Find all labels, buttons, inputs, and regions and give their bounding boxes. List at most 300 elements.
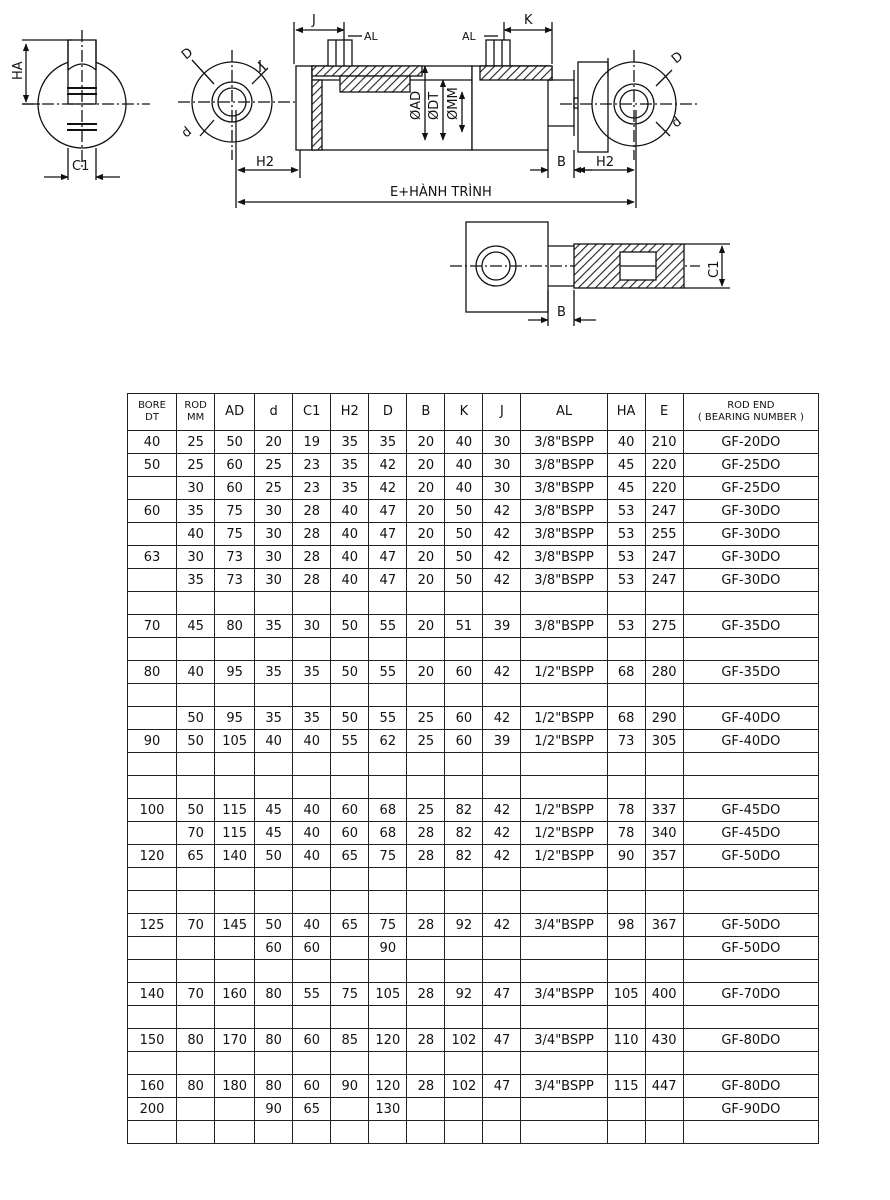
header-ha: HA: [607, 394, 645, 431]
cell-k: 82: [445, 822, 483, 845]
cell-bore: 50: [128, 454, 177, 477]
cell-ha: 53: [607, 500, 645, 523]
cell-c1: 40: [293, 914, 331, 937]
cell-k: [445, 684, 483, 707]
table-row: [128, 937, 819, 960]
cell-h2: 75: [331, 983, 369, 1006]
cell-al: 3/8"BSPP: [521, 500, 607, 523]
cell-b: 25: [407, 730, 445, 753]
cell-k: 50: [445, 546, 483, 569]
cell-e: 357: [645, 845, 683, 868]
cell-ha: 78: [607, 799, 645, 822]
cell-j: 30: [483, 431, 521, 454]
label-d-big-right: D: [668, 49, 687, 68]
cell-j: 39: [483, 615, 521, 638]
cell-rod: 50: [177, 799, 215, 822]
cell-k: 50: [445, 500, 483, 523]
cell-bore: [128, 569, 177, 592]
cell-ha: 45: [607, 454, 645, 477]
table-row: [128, 914, 819, 937]
cell-e: [645, 937, 683, 960]
cell-e: 220: [645, 454, 683, 477]
cell-ad: [215, 868, 255, 891]
cell-ha: 68: [607, 661, 645, 684]
table-row: [128, 1121, 819, 1144]
cell-rod: [177, 937, 215, 960]
cell-j: [483, 1098, 521, 1121]
header-d: D: [369, 394, 407, 431]
cell-e: 447: [645, 1075, 683, 1098]
label-al-left: AL: [364, 30, 378, 43]
cell-h2: [331, 638, 369, 661]
cell-d: [369, 1121, 407, 1144]
cell-rod: 50: [177, 707, 215, 730]
cell-c1: 60: [293, 937, 331, 960]
cell-d: 68: [369, 799, 407, 822]
header-c1: C1: [293, 394, 331, 431]
cell-c1: 40: [293, 822, 331, 845]
cell-al: [521, 1006, 607, 1029]
cell-c1: [293, 1052, 331, 1075]
cell-rod: 30: [177, 477, 215, 500]
cell-k: [445, 638, 483, 661]
cell-rod-end: [683, 868, 818, 891]
cell-c1: [293, 638, 331, 661]
table-row: [128, 753, 819, 776]
cell-al: [521, 960, 607, 983]
cell-rod: [177, 891, 215, 914]
cell-d: [369, 960, 407, 983]
cell-al: 3/8"BSPP: [521, 477, 607, 500]
cell-j: [483, 868, 521, 891]
cell-al: [521, 776, 607, 799]
cell-al: 1/2"BSPP: [521, 661, 607, 684]
cell-k: 40: [445, 431, 483, 454]
cell-c1: 40: [293, 730, 331, 753]
cell-d-small: [255, 891, 293, 914]
cell-ha: 53: [607, 569, 645, 592]
cell-al: [521, 753, 607, 776]
cell-rod: [177, 776, 215, 799]
cell-ad: 73: [215, 546, 255, 569]
cell-rod-end: GF-70DO: [683, 983, 818, 1006]
cell-e: [645, 1098, 683, 1121]
cell-j: [483, 1052, 521, 1075]
cell-al: [521, 684, 607, 707]
cell-b: 20: [407, 661, 445, 684]
table-row: [128, 707, 819, 730]
cell-c1: [293, 592, 331, 615]
cell-d: 55: [369, 707, 407, 730]
table-row: [128, 1029, 819, 1052]
cell-k: [445, 592, 483, 615]
cell-rod-end: GF-90DO: [683, 1098, 818, 1121]
cell-ad: 80: [215, 615, 255, 638]
cell-d-small: [255, 960, 293, 983]
cell-rod: 25: [177, 454, 215, 477]
cell-d-small: 60: [255, 937, 293, 960]
cell-j: 42: [483, 546, 521, 569]
cell-ad: [215, 592, 255, 615]
cell-j: 42: [483, 569, 521, 592]
cell-rod-end: GF-30DO: [683, 523, 818, 546]
table-row: [128, 477, 819, 500]
cell-k: 60: [445, 730, 483, 753]
cell-k: 50: [445, 523, 483, 546]
cell-k: 102: [445, 1029, 483, 1052]
cell-al: 3/8"BSPP: [521, 546, 607, 569]
cell-d: 90: [369, 937, 407, 960]
cell-h2: 40: [331, 523, 369, 546]
cell-c1: 60: [293, 1029, 331, 1052]
cell-d-small: [255, 684, 293, 707]
cell-ha: 68: [607, 707, 645, 730]
cell-h2: [331, 960, 369, 983]
table-row: [128, 891, 819, 914]
cell-j: 42: [483, 500, 521, 523]
cell-b: 28: [407, 914, 445, 937]
table-row: [128, 500, 819, 523]
cell-d-small: [255, 1006, 293, 1029]
cell-rod-end: GF-30DO: [683, 569, 818, 592]
cell-ha: [607, 1098, 645, 1121]
cell-rod: 50: [177, 730, 215, 753]
cell-b: [407, 1052, 445, 1075]
cell-ha: 53: [607, 615, 645, 638]
cell-h2: 65: [331, 845, 369, 868]
cell-e: 290: [645, 707, 683, 730]
cell-rod: 30: [177, 546, 215, 569]
cell-c1: 30: [293, 615, 331, 638]
cell-k: 40: [445, 477, 483, 500]
cell-k: [445, 1006, 483, 1029]
cell-bore: [128, 1006, 177, 1029]
header-ad: AD: [215, 394, 255, 431]
cell-k: 102: [445, 1075, 483, 1098]
cell-d-small: 50: [255, 845, 293, 868]
label-d-small-right: d: [668, 114, 685, 132]
label-h2-left: H2: [256, 155, 275, 170]
cell-k: [445, 1121, 483, 1144]
cell-h2: 50: [331, 661, 369, 684]
cell-k: [445, 891, 483, 914]
cell-d: 68: [369, 822, 407, 845]
cell-rod: [177, 592, 215, 615]
cell-d: [369, 684, 407, 707]
cell-bore: [128, 684, 177, 707]
cell-b: 20: [407, 523, 445, 546]
cell-e: [645, 684, 683, 707]
cell-ha: 45: [607, 477, 645, 500]
cell-e: [645, 1006, 683, 1029]
cell-bore: [128, 753, 177, 776]
cell-ad: 60: [215, 477, 255, 500]
cell-e: 275: [645, 615, 683, 638]
cell-b: [407, 960, 445, 983]
cell-c1: [293, 1121, 331, 1144]
cell-al: [521, 592, 607, 615]
cell-d: 47: [369, 500, 407, 523]
cell-d-small: [255, 1121, 293, 1144]
cell-ha: 53: [607, 546, 645, 569]
cell-j: [483, 937, 521, 960]
cell-k: 51: [445, 615, 483, 638]
cell-al: [521, 1098, 607, 1121]
cell-h2: 90: [331, 1075, 369, 1098]
cell-al: 3/8"BSPP: [521, 454, 607, 477]
cell-d: 120: [369, 1029, 407, 1052]
cell-d: [369, 638, 407, 661]
cell-k: [445, 753, 483, 776]
cell-rod: [177, 868, 215, 891]
cell-d: 75: [369, 914, 407, 937]
cell-k: [445, 937, 483, 960]
cell-h2: [331, 753, 369, 776]
header-k: K: [445, 394, 483, 431]
cell-d: [369, 753, 407, 776]
cell-j: 42: [483, 914, 521, 937]
cell-bore: [128, 937, 177, 960]
cell-e: 305: [645, 730, 683, 753]
cell-b: [407, 937, 445, 960]
table-row: [128, 822, 819, 845]
cell-rod-end: GF-30DO: [683, 500, 818, 523]
cell-al: 3/4"BSPP: [521, 1075, 607, 1098]
cell-rod-end: GF-50DO: [683, 937, 818, 960]
cell-h2: [331, 1006, 369, 1029]
header-e: E: [645, 394, 683, 431]
cell-d-small: 30: [255, 523, 293, 546]
cell-d-small: 20: [255, 431, 293, 454]
cell-d: 35: [369, 431, 407, 454]
label-c1-right: C1: [707, 260, 722, 278]
header-b: B: [407, 394, 445, 431]
cell-bore: 125: [128, 914, 177, 937]
cell-e: [645, 1052, 683, 1075]
header-bore: BORE DT: [128, 394, 177, 431]
cell-bore: 120: [128, 845, 177, 868]
cell-d: 42: [369, 477, 407, 500]
cell-rod-end: GF-35DO: [683, 661, 818, 684]
cell-d-small: [255, 638, 293, 661]
cell-rod: [177, 960, 215, 983]
table-row: [128, 592, 819, 615]
cell-rod: [177, 1052, 215, 1075]
cell-j: [483, 1121, 521, 1144]
cell-ad: [215, 753, 255, 776]
cell-b: [407, 868, 445, 891]
cell-e: 337: [645, 799, 683, 822]
cell-al: [521, 891, 607, 914]
cell-h2: 65: [331, 914, 369, 937]
cell-j: 42: [483, 845, 521, 868]
cell-al: 3/8"BSPP: [521, 431, 607, 454]
cell-al: 1/2"BSPP: [521, 730, 607, 753]
cell-bore: 63: [128, 546, 177, 569]
cell-al: 3/8"BSPP: [521, 569, 607, 592]
cell-j: [483, 960, 521, 983]
cell-e: [645, 753, 683, 776]
cell-bore: 140: [128, 983, 177, 1006]
cell-j: [483, 776, 521, 799]
cylinder-technical-drawing: [0, 0, 890, 340]
cell-e: [645, 891, 683, 914]
cell-d-small: 25: [255, 454, 293, 477]
header-row: [128, 394, 819, 431]
cell-j: 47: [483, 983, 521, 1006]
cell-d: 42: [369, 454, 407, 477]
cell-bore: 70: [128, 615, 177, 638]
cell-rod-end: GF-20DO: [683, 431, 818, 454]
cell-j: 30: [483, 454, 521, 477]
label-e-stroke: E+HÀNH TRÌNH: [390, 185, 492, 200]
cell-c1: 40: [293, 845, 331, 868]
label-b-top: B: [557, 155, 566, 170]
table-row: [128, 431, 819, 454]
table-row: [128, 868, 819, 891]
cell-bore: [128, 1121, 177, 1144]
cell-rod: 40: [177, 523, 215, 546]
cell-j: 42: [483, 523, 521, 546]
cell-b: 20: [407, 615, 445, 638]
cell-c1: [293, 868, 331, 891]
cell-rod-end: GF-50DO: [683, 914, 818, 937]
cell-e: [645, 868, 683, 891]
cell-e: [645, 776, 683, 799]
cell-d: [369, 1006, 407, 1029]
cell-ad: 105: [215, 730, 255, 753]
cell-rod: 70: [177, 822, 215, 845]
table-row: [128, 799, 819, 822]
cell-ad: 170: [215, 1029, 255, 1052]
cell-h2: 40: [331, 569, 369, 592]
header-rod-end: ROD END ( BEARING NUMBER ): [683, 394, 818, 431]
cell-h2: [331, 868, 369, 891]
table-row: [128, 546, 819, 569]
cell-bore: [128, 776, 177, 799]
cell-rod-end: [683, 1121, 818, 1144]
cell-ha: [607, 1006, 645, 1029]
cell-ad: [215, 1098, 255, 1121]
cell-j: [483, 638, 521, 661]
cell-ad: 115: [215, 822, 255, 845]
header-d-small: d: [255, 394, 293, 431]
cell-h2: 85: [331, 1029, 369, 1052]
label-ad: ØAD: [409, 90, 424, 120]
cell-rod-end: [683, 638, 818, 661]
cell-j: 39: [483, 730, 521, 753]
cell-e: 430: [645, 1029, 683, 1052]
cell-d: 120: [369, 1075, 407, 1098]
cell-ad: [215, 937, 255, 960]
cell-e: 255: [645, 523, 683, 546]
cell-j: 42: [483, 661, 521, 684]
cell-ha: 110: [607, 1029, 645, 1052]
header-al: AL: [521, 394, 607, 431]
label-dt: ØDT: [427, 91, 442, 120]
cell-k: 92: [445, 983, 483, 1006]
table-row: [128, 615, 819, 638]
cell-ad: [215, 960, 255, 983]
cell-ha: [607, 638, 645, 661]
table-row: [128, 523, 819, 546]
header-rod: ROD MM: [177, 394, 215, 431]
label-c1-left: C1: [72, 159, 90, 174]
cell-d: [369, 868, 407, 891]
cell-h2: 50: [331, 615, 369, 638]
cell-ad: [215, 1052, 255, 1075]
table-row: [128, 1098, 819, 1121]
cell-d-small: 45: [255, 822, 293, 845]
cell-c1: 28: [293, 523, 331, 546]
cell-e: 247: [645, 569, 683, 592]
cell-rod-end: GF-30DO: [683, 546, 818, 569]
cell-c1: 23: [293, 454, 331, 477]
cell-d: 47: [369, 546, 407, 569]
label-k: K: [524, 13, 533, 28]
cell-rod-end: [683, 684, 818, 707]
cell-b: [407, 891, 445, 914]
cell-h2: [331, 1052, 369, 1075]
cell-j: 42: [483, 799, 521, 822]
cell-d-small: 35: [255, 707, 293, 730]
cell-d-small: [255, 1052, 293, 1075]
cell-b: [407, 1006, 445, 1029]
cell-rod: [177, 684, 215, 707]
cell-ha: [607, 592, 645, 615]
cell-bore: 100: [128, 799, 177, 822]
cell-h2: 35: [331, 454, 369, 477]
cell-j: [483, 684, 521, 707]
cell-ha: [607, 891, 645, 914]
table-row: [128, 638, 819, 661]
cell-h2: [331, 684, 369, 707]
cell-ad: 95: [215, 661, 255, 684]
cell-h2: [331, 776, 369, 799]
cell-rod: 65: [177, 845, 215, 868]
cell-k: 92: [445, 914, 483, 937]
cell-ha: [607, 1121, 645, 1144]
cell-j: 42: [483, 707, 521, 730]
cell-c1: 28: [293, 569, 331, 592]
cell-ad: 145: [215, 914, 255, 937]
cell-h2: 35: [331, 477, 369, 500]
cell-h2: 35: [331, 431, 369, 454]
cell-d: 75: [369, 845, 407, 868]
cell-bore: 40: [128, 431, 177, 454]
cell-al: 1/2"BSPP: [521, 799, 607, 822]
cell-d-small: 35: [255, 615, 293, 638]
cell-bore: [128, 523, 177, 546]
cell-e: [645, 592, 683, 615]
cell-bore: [128, 960, 177, 983]
cell-rod: [177, 1121, 215, 1144]
cell-b: [407, 776, 445, 799]
cell-ha: [607, 937, 645, 960]
cell-rod-end: GF-80DO: [683, 1029, 818, 1052]
cell-ad: 160: [215, 983, 255, 1006]
cell-ha: 90: [607, 845, 645, 868]
table-row: [128, 1075, 819, 1098]
cell-rod: 35: [177, 569, 215, 592]
cell-rod: 40: [177, 661, 215, 684]
cell-h2: 40: [331, 500, 369, 523]
cell-k: 40: [445, 454, 483, 477]
cell-bore: 150: [128, 1029, 177, 1052]
cell-rod: [177, 1098, 215, 1121]
cell-ad: 60: [215, 454, 255, 477]
cell-b: 20: [407, 546, 445, 569]
